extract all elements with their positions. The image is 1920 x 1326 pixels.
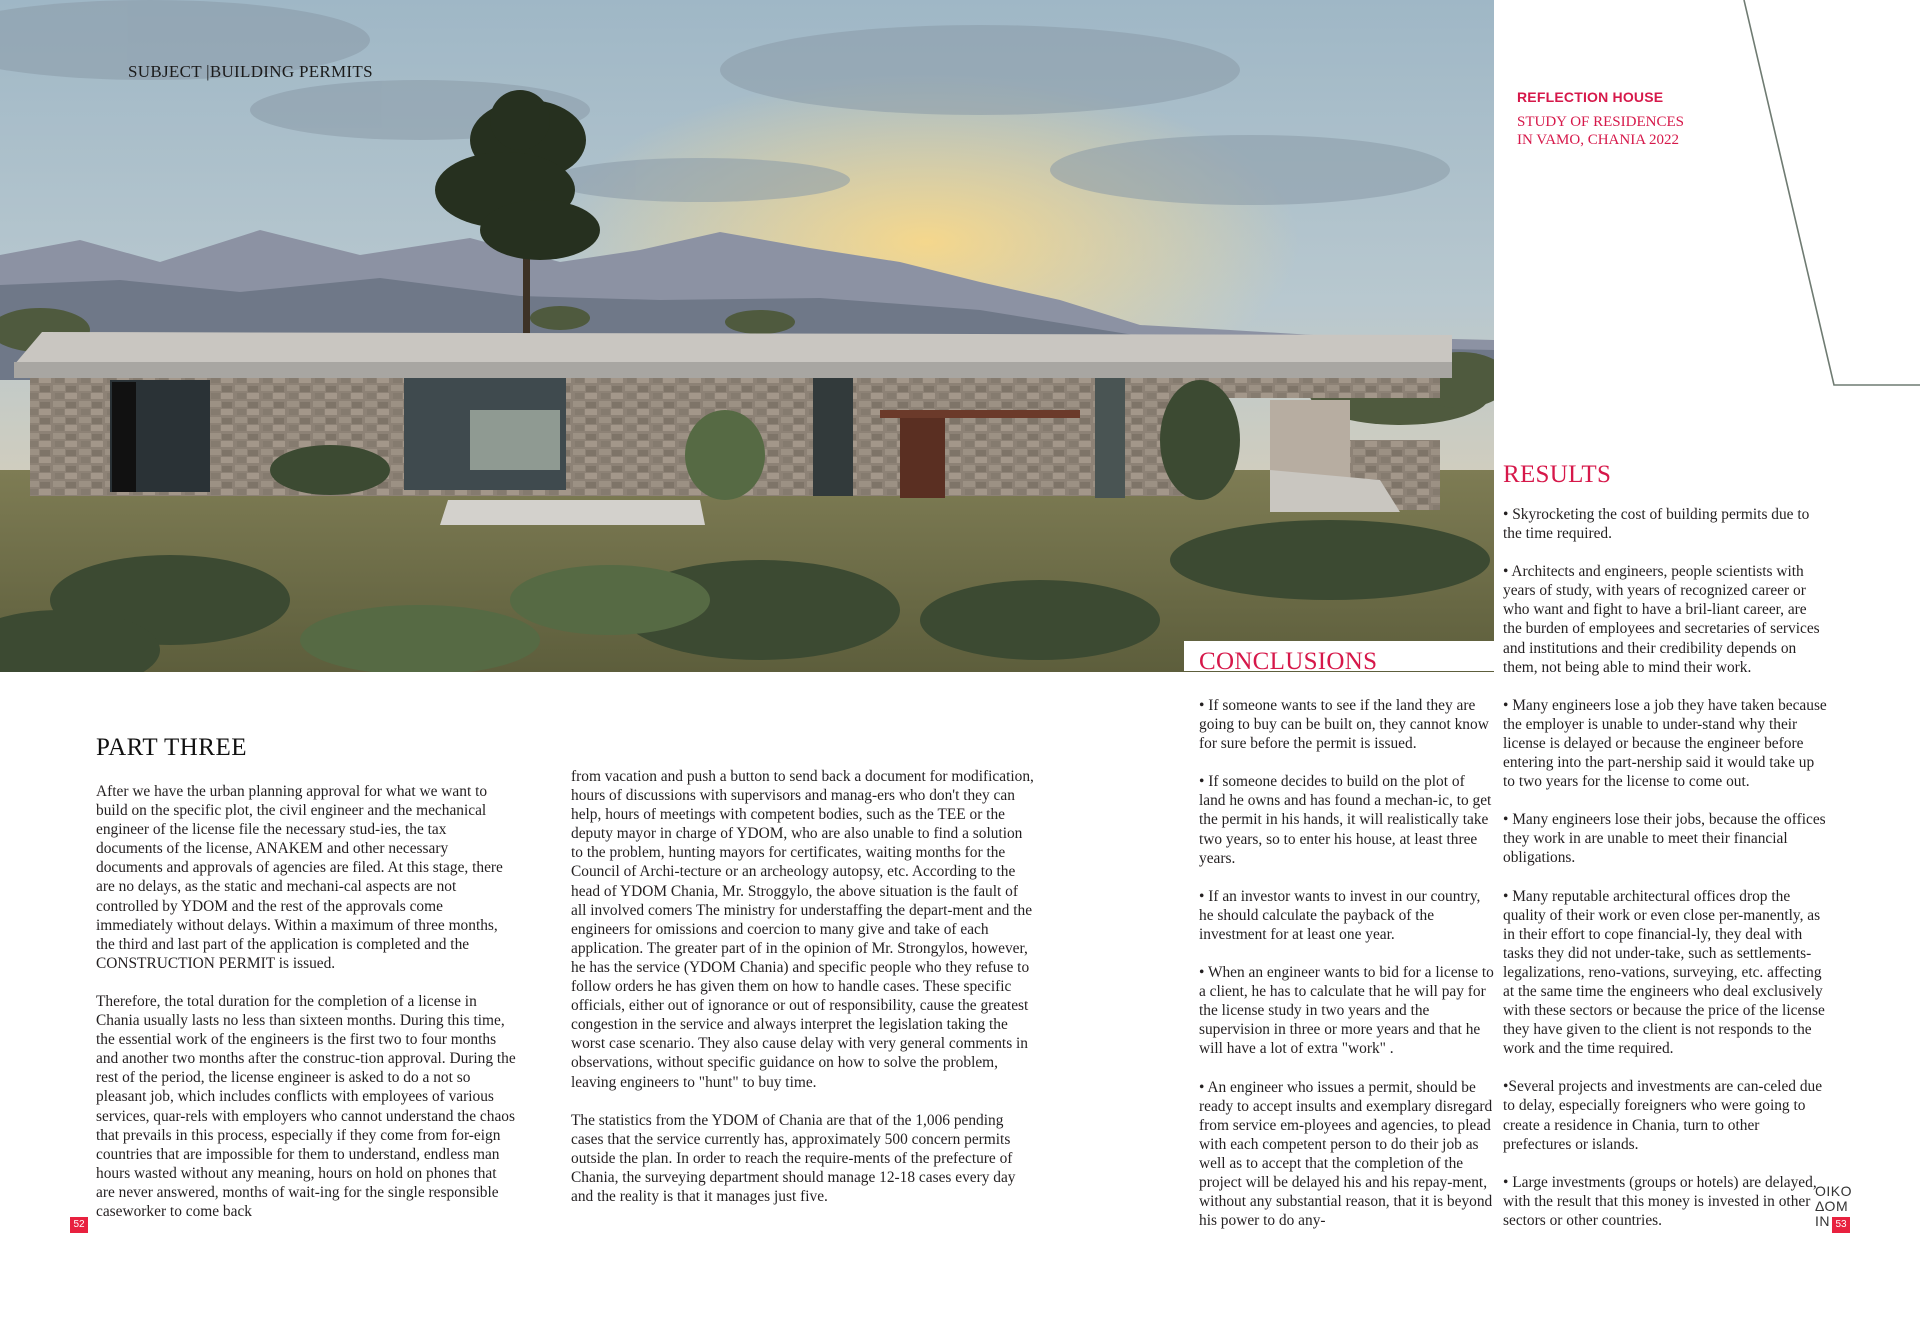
hero-house-render [0,0,1494,672]
list-item: • Many engineers lose a job they have taken because the employer is unable to under-stand why their license is delayed or because the engineer before entering into the part-nership said it would take up to two years for the license to come out. [1503,696,1827,791]
logo-line: IN [1815,1213,1830,1229]
list-item: • When an engineer wants to bid for a license to a client, he has to calculate that he will pay for the license study in two years and the supervision in three or more years and that he will have a lot of extra "work" . [1199,964,1494,1058]
page-number-left: 52 [70,1217,88,1233]
page-number-right: 53 [1832,1217,1850,1233]
conclusions-heading: CONCLUSIONS [1199,648,1378,675]
list-item: • Large investments (groups or hotels) are delayed, with the result that this money is invested in other sectors or other countries. [1503,1173,1817,1229]
project-subtitle: STUDY OF RESIDENCES IN VAMO, CHANIA 2022 [1517,114,1684,148]
results-heading: RESULTS [1503,461,1612,488]
paragraph: After we have the urban planning approval for what we want to build on the specific plot, the civil engineer and the mechanical engineer of the license file the necessary stud-ies, the tax documents of the license, ANAKEM and other necessary documents and approvals of agencies are filed. At this stage, there are no delays, as the static and mechani-cal aspects are not controlled by YDOM and the rest of the approvals come immediately without delays. Within a maximum of three months, the third and last part of the application is completed and the CONSTRUCTION PERMIT is issued. [96,783,503,972]
conclusions-list [1199,696,1495,1230]
list-item: • If someone wants to see if the land they are going to buy can be built on, they cannot know for sure before the permit is issued. [1199,697,1489,753]
logo-line: ΔΟΜ [1815,1198,1849,1214]
frame-line [1494,0,1920,400]
list-item: • If someone decides to build on the plot of land he owns and has found a mechan-ic, to get the permit in his hands, it will realistically take two years, so to enter his house, at least three years. [1199,773,1492,867]
paragraph: The statistics from the YDOM of Chania are that of the 1,006 pending cases that the service currently has, approximately 500 concern permits outside the plan. In order to reach the require-ments of the prefecture of Chania, the surveying department should manage 12-18 cases every day and the reality is that it manages just five. [571,1111,1016,1205]
part-three-column-1 [96,782,516,1221]
section-subject: SUBJECT |BUILDING PERMITS [128,62,373,81]
list-item: •Several projects and investments are can-celed due to delay, especially foreigners who were going to create a residence in Chania, turn to other prefectures or islands. [1503,1078,1823,1153]
list-item: • Skyrocketing the cost of building permits due to the time required. [1503,506,1810,543]
part-three-heading: PART THREE [96,734,247,761]
list-item: • Architects and engineers, people scientists with years of study, with years of recognized career or who want and fight to have a bril-liant career, are the burden of employees and secretaries of services and institutions and their credibility depends on them, not being able to mind their work. [1503,563,1820,676]
part-three-column-2 [571,767,1036,1206]
list-item: • Many reputable architectural offices drop the quality of their work or even close per-manently, as in their effort to cope financial-ly, they deal with tasks they did not under-take, such as settlements-legalizations, reno-vations, surveying, etc. affecting at the same time the engineers who deal exclusively with these sectors or because the price of the license they have given to the client is not responds to the work and the time required. [1503,887,1825,1058]
list-item: • An engineer who issues a permit, should be ready to accept insults and exemplary disregard from service em-ployees and agencies, to plead with each competent person to do their job as well as to accept that the completion of the project will be delayed his and his repay-ment, without any substantial reason, that it is beyond his power to do any- [1199,1078,1493,1230]
paragraph: from vacation and push a button to send back a document for modification, hours of discussions with supervisors and manag-ers who don't they can help, hours of meetings with competent bodies, such as the TEE or the deputy mayor in charge of YDOM, who are also unable to find a solution to the problem, hunting mayors for certificates, waiting months for the Council of Archi-tecture or an archeology autopsy, etc. According to the head of YDOM Chania, Mr. Stroggylo, the above situation is the fault of all involved comers The ministry for understaffing the depart-ment and the engineers for omissions and coercion to many give and take of each application. The greater part of in the opinion of Mr. Strongylos, however, he has the service (YDOM Chania) and specific people who they refuse to follow orders he has given them on how to handle cases. These specific officials, either out of ignorance or out of responsibility, cause the greatest congestion in the service and always interpret the legislation taking the worst case scenario. They also cause delay with very general comments in observations, without specific guidance on how to solve the problem, leaving engineers to "hunt" to buy time. [571,768,1034,1091]
paragraph: Therefore, the total duration for the completion of a license in Chania usually lasts no less than sixteen months. During this time, the essential work of the engineers is the first two to four months and another two months after the construc-tion approval. During the rest of the period, the license engineer is asked to do a not so pleasant job, which includes conflicts with employees of various services, quar-rels with employers who cannot understand the chaos that prevails in this process, especially if they come from for-eign countries that are impossible for them to understand, endless man hours wasted without any meaning, hours on hold on phones that are never answered, months of wait-ing for the single responsible caseworker to come back [96,992,516,1220]
project-title: REFLECTION HOUSE [1517,89,1664,105]
results-list [1503,505,1829,1230]
magazine-logo [1815,1184,1855,1229]
list-item: • Many engineers lose their jobs, because the offices they work in are unable to meet their financial obligations. [1503,811,1826,867]
logo-line: OIKO [1815,1183,1853,1199]
list-item: • If an investor wants to invest in our country, he should calculate the payback of the investment for at least one year. [1199,887,1481,943]
